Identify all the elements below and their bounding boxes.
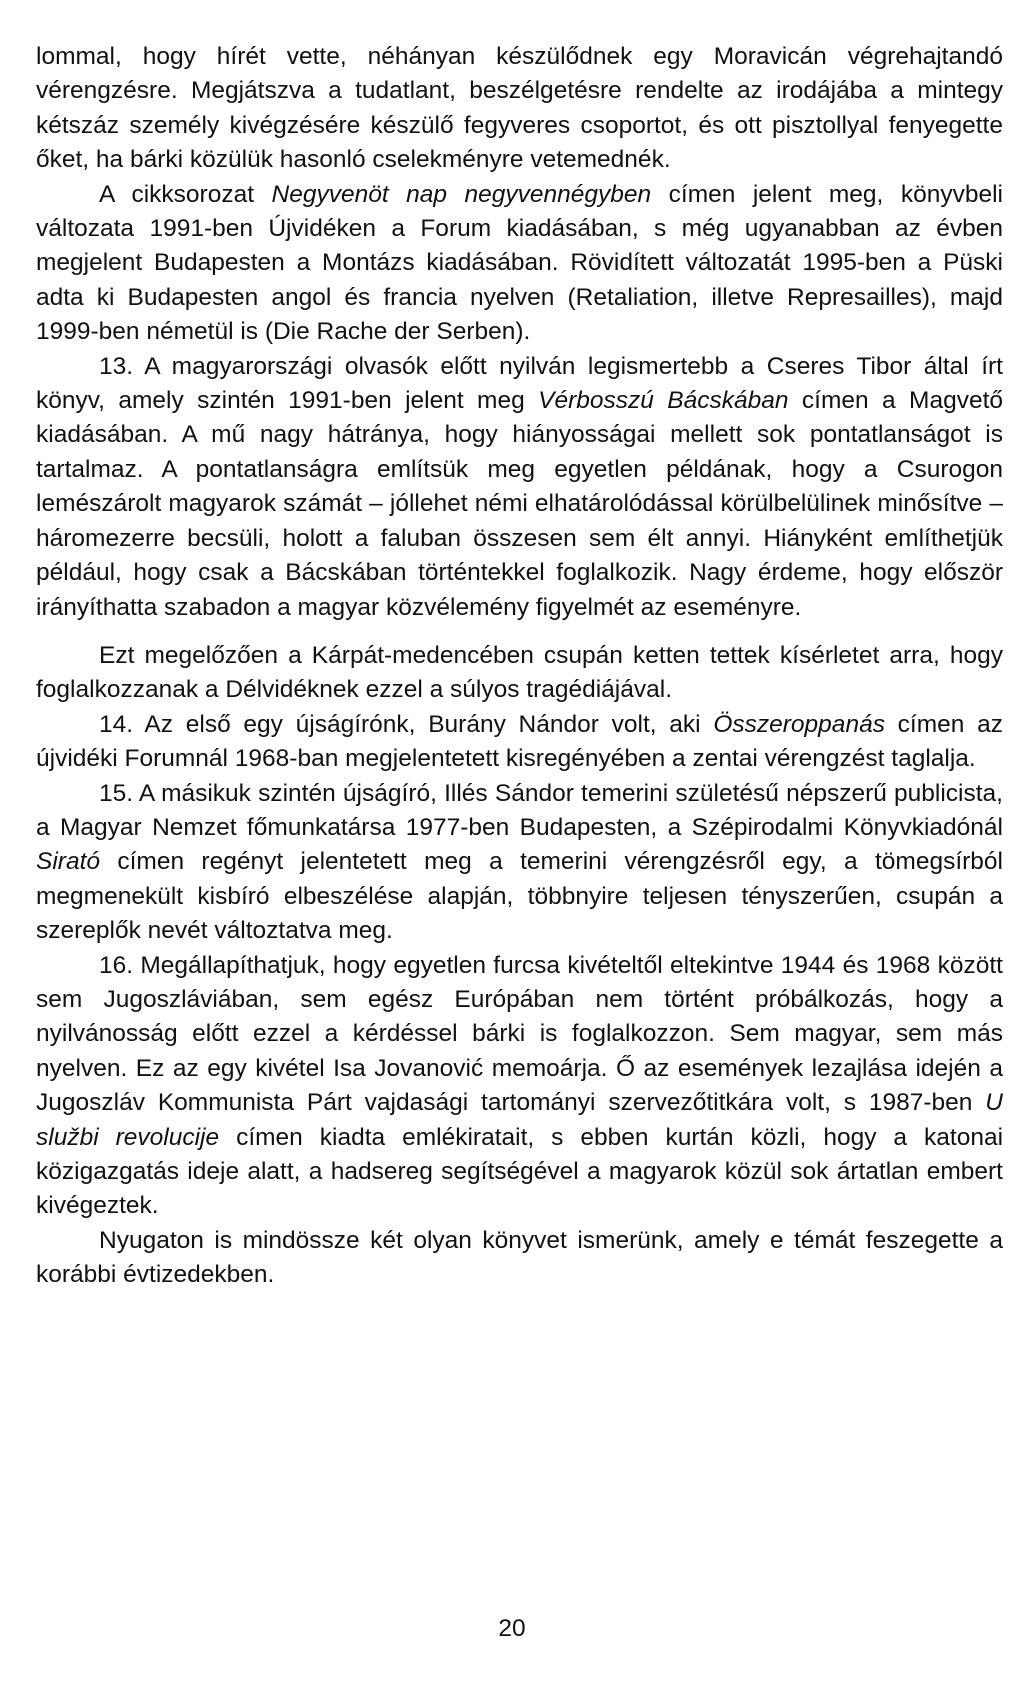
paragraph-text: címen kiadta emlékiratait, s ebben kurtán közli, hogy a katonai közigazgatás ideje alatt, a hadsereg segítségével a magyarok közül sok ártatlan embert kivégeztek. <box>36 1123 1004 1220</box>
page-body <box>36 40 1003 1293</box>
book-title: U službi revolucije <box>36 1089 1003 1151</box>
book-title: Sirató <box>36 848 101 876</box>
paragraph-text: 16. Megállapíthatjuk, hogy egyetlen furcsa kivételtől eltekintve 1944 és 1968 között sem Jugoszláviában, sem egész Európában nem történt próbálkozás, hogy a nyilvánosság előtt ezzel a kérdéssel bárki is foglalkozzon. Sem magyar, sem más nyelven. Ez az egy kivétel Isa Jovanović memoárja. Ő az események lezajlása idején a Jugoszláv Kommunista Párt vajdasági tartományi szervezőtitkára volt, s 1987-ben <box>36 951 1003 1117</box>
paragraph-text: A cikksorozat <box>99 180 272 208</box>
paragraph-kiserlet: Ezt megelőzően a Kárpát-medencében csupán ketten tettek kísérletet arra, hogy foglalkozzanak a Délvidéknek ezzel a súlyos tragédiájával. <box>36 641 1003 704</box>
paragraph-text: 14. Az első egy újságírónk, Burány Nándor volt, aki <box>99 710 714 738</box>
paragraph-cikksorozat <box>36 178 1003 350</box>
paragraph-text: 13. A magyarországi olvasók előtt nyilván legismertebb a Cseres Tibor által írt könyv, amely szintén 1991-ben jelent meg <box>36 352 1003 415</box>
paragraph-text: címen a Magvető kiadásában. A mű nagy hátránya, hogy hiányosságai mellett sok pontatlanságot is tartalmaz. A pontatlanságra említsük meg egyetlen példának, hogy a Csurogon lemészárolt magyarok számát – jóllehet némi elhatárolódással körülbelülinek minősítve – háromezerre becsüli, holott a faluban összesen sem élt annyi. Hiányként említhetjük például, hogy csak a Bácskában történtekkel foglalkozik. Nagy érdeme, hogy először irányíthatta szabadon a magyar közvélemény figyelmét az eseményre. <box>36 387 1003 621</box>
paragraph-text: címen az újvidéki Forumnál 1968-ban megjelentetett kisregényében a zentai vérengzést taglalja. <box>36 710 1003 773</box>
paragraph-14 <box>36 708 1003 777</box>
paragraph-text: címen regényt jelentetett meg a temerini vérengzésről egy, a tömegsírból megmenekült kisbíró elbeszélése alapján, többnyire teljesen tényszerűen, csupán a szereplők nevét változtatva meg. <box>36 848 1003 945</box>
book-title: Vérbosszú Bácskában <box>538 387 789 415</box>
book-title: Negyvenöt nap negyvennégyben <box>271 180 652 208</box>
paragraph-16 <box>36 949 1003 1224</box>
paragraph-15 <box>36 777 1003 949</box>
paragraph-continuation: lommal, hogy hírét vette, néhányan készülődnek egy Moravicán végrehajtandó vérengzésre. Megjátszva a tudatlant, beszélgetésre rendelte az irodájába a mintegy kétszáz személy kivégzésére készülő fegyveres csoportot, és ott pisztollyal fenyegette őket, ha bárki közülük hasonló cselekményre vetemednék. <box>36 43 1003 174</box>
paragraph-nyugaton: Nyugaton is mindössze két olyan könyvet ismerünk, amely e témát feszegette a korábbi évtizedekben. <box>36 1226 1003 1289</box>
paragraph-text: címen jelent meg, könyvbeli változata 1991-ben Újvidéken a Forum kiadásában, s még ugyanabban az évben megjelent Budapesten a Montázs kiadásában. Rövidített változatát 1995-ben a Püski adta ki Budapesten angol és francia nyelven (Retaliation, illetve Represailles), majd 1999-ben németül is (Die Rache der Serben). <box>36 180 1003 346</box>
paragraph-text: 15. A másikuk szintén újságíró, Illés Sándor temerini születésű népszerű publicista, a Magyar Nemzet főmunkatársa 1977-ben Budapesten, a Szépirodalmi Könyvkiadónál <box>36 779 1003 841</box>
page-number: 20 <box>498 1615 526 1642</box>
book-title: Összeroppanás <box>713 710 885 738</box>
paragraph-13 <box>36 350 1003 625</box>
